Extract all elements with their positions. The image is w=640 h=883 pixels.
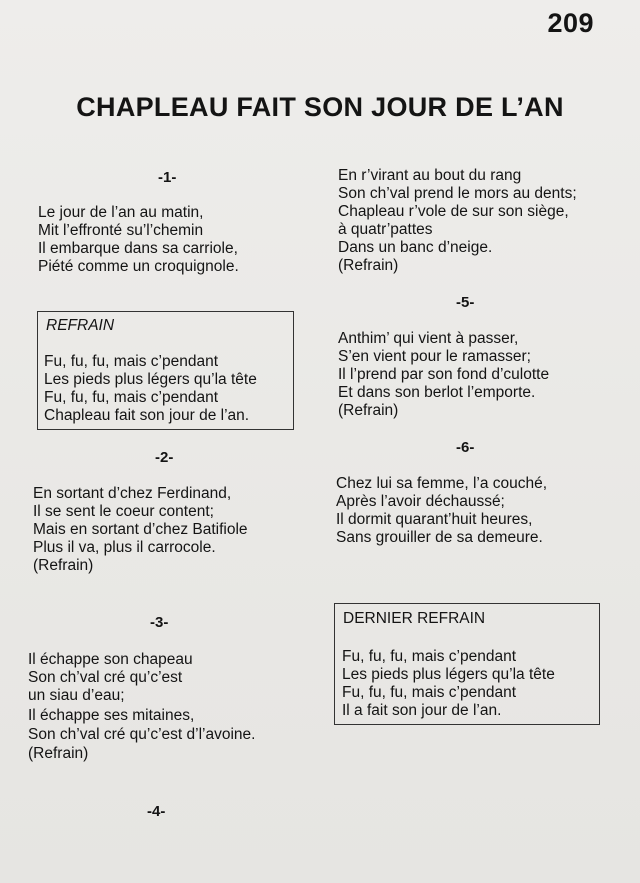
verse-line: Chapleau r’vole de sur son siège,	[338, 203, 569, 220]
verse-line: (Refrain)	[33, 557, 94, 574]
final-refrain-line: Il a fait son jour de l’an.	[342, 702, 502, 719]
verse-line: Chez lui sa femme, l’a couché,	[336, 475, 548, 492]
verse-line: à quatr’pattes	[338, 221, 433, 238]
verse-line: Son ch’val cré qu’c’est	[28, 669, 183, 686]
final-refrain-heading: DERNIER REFRAIN	[343, 610, 486, 627]
verse-number: -6-	[456, 439, 475, 456]
verse-number: -1-	[158, 169, 177, 186]
verse-line: Mit l’effronté su’l’chemin	[38, 222, 204, 239]
verse-line: (Refrain)	[338, 257, 399, 274]
verse-line: Son ch’val prend le mors au dents;	[338, 185, 577, 202]
verse-line: Il se sent le coeur content;	[33, 503, 214, 520]
verse-line: Il échappe son chapeau	[28, 651, 193, 668]
song-title: CHAPLEAU FAIT SON JOUR DE L’AN	[76, 92, 564, 122]
verse-line: Sans grouiller de sa demeure.	[336, 529, 543, 546]
verse-line: Et dans son berlot l’emporte.	[338, 384, 536, 401]
verse-line: Anthim’ qui vient à passer,	[338, 330, 519, 347]
verse-line: Plus il va, plus il carrocole.	[33, 539, 216, 556]
verse-line: Mais en sortant d’chez Batifiole	[33, 521, 248, 538]
verse-line: En sortant d’chez Ferdinand,	[33, 485, 232, 502]
final-refrain-line: Les pieds plus légers qu’la tête	[342, 666, 555, 683]
final-refrain-line: Fu, fu, fu, mais c’pendant	[342, 684, 517, 701]
verse-line: un siau d’eau;	[28, 687, 125, 704]
refrain-line: Fu, fu, fu, mais c’pendant	[44, 353, 219, 370]
verse-line: S’en vient pour le ramasser;	[338, 348, 531, 365]
verse-number: -4-	[147, 803, 166, 820]
verse-line: Il échappe ses mitaines,	[28, 707, 195, 724]
refrain-line: Fu, fu, fu, mais c’pendant	[44, 389, 219, 406]
refrain-line: Chapleau fait son jour de l’an.	[44, 407, 250, 424]
verse-line: Après l’avoir déchaussé;	[336, 493, 505, 510]
verse-line: (Refrain)	[338, 402, 399, 419]
page-number: 209	[547, 8, 594, 38]
verse-line: Il dormit quarant’huit heures,	[336, 511, 533, 528]
verse-line: (Refrain)	[28, 745, 89, 762]
verse-line: Piété comme un croquignole.	[38, 258, 239, 275]
verse-line: Dans un banc d’neige.	[338, 239, 493, 256]
refrain-heading: REFRAIN	[46, 317, 115, 334]
refrain-line: Les pieds plus légers qu’la tête	[44, 371, 257, 388]
verse-line: En r’virant au bout du rang	[338, 167, 522, 184]
verse-number: -3-	[150, 614, 169, 631]
verse-line: Son ch’val cré qu’c’est d’l’avoine.	[28, 726, 256, 743]
final-refrain-line: Fu, fu, fu, mais c’pendant	[342, 648, 517, 665]
verse-line: Le jour de l’an au matin,	[38, 204, 204, 221]
verse-line: Il embarque dans sa carriole,	[38, 240, 238, 257]
verse-number: -2-	[155, 449, 174, 466]
verse-line: Il l’prend par son fond d’culotte	[338, 366, 550, 383]
verse-number: -5-	[456, 294, 475, 311]
